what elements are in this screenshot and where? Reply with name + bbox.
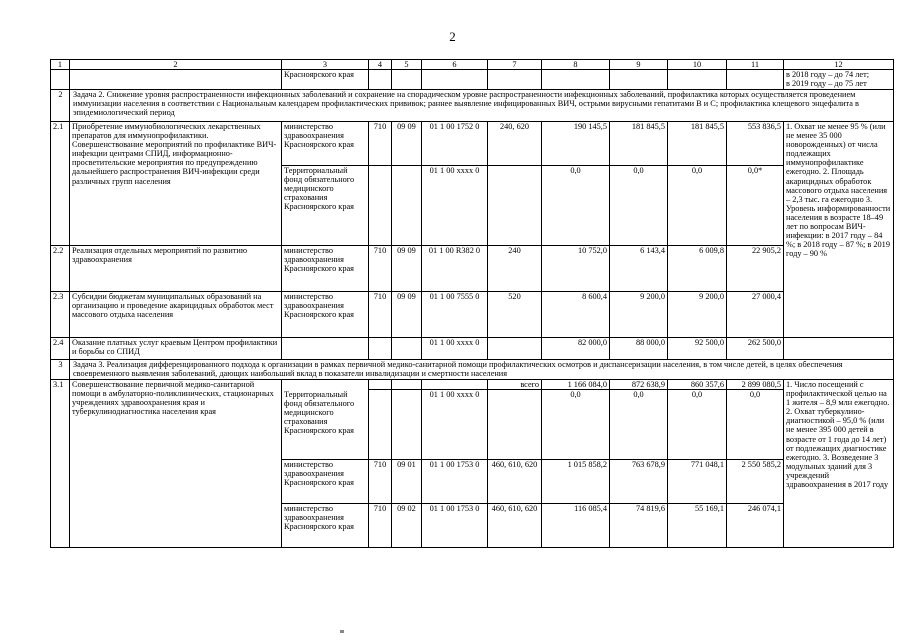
org-cell: министерство здравоохранения Красноярского края (282, 292, 369, 338)
csr-cell: 01 1 00 7555 0 (422, 292, 488, 338)
header-cell: 11 (727, 60, 784, 70)
vr-cell: 240 (488, 246, 542, 292)
vr-cell: 240, 620 (488, 122, 542, 166)
row-number: 2.3 (51, 292, 70, 338)
value-cell: 181 845,5 (610, 122, 668, 166)
value-cell: 92 500,0 (668, 338, 727, 360)
org-cell: министерство здравоохранения Красноярского края (282, 504, 369, 548)
value-cell: 27 000,4 (727, 292, 784, 338)
value-cell: 88 000,0 (610, 338, 668, 360)
program-table (50, 59, 894, 548)
value-cell: 0,0 (727, 390, 784, 460)
rzpr-cell: 09 09 (392, 122, 422, 166)
grbs-cell: 710 (369, 460, 392, 504)
vr-cell: 460, 610, 620 (488, 504, 542, 548)
value-cell: 0,0 (610, 166, 668, 246)
rzpr-cell: 09 02 (392, 504, 422, 548)
activity-name: Реализация отдельных мероприятий по развитию здравоохранения (70, 246, 282, 292)
activity-name: Приобретение иммунобиологических лекарственных препаратов для иммунопрофилактики. Совершенствование мероприятий по профилактике ВИЧ-инфекции центрами СПИД, информационно-просветительские мероприятия по предупреждению дальнейшего распространения ВИЧ-инфекции среди различных групп населения (70, 122, 282, 246)
value-cell: 9 200,0 (610, 292, 668, 338)
table-row (51, 338, 894, 360)
value-cell: 9 200,0 (668, 292, 727, 338)
value-cell: 6 143,4 (610, 246, 668, 292)
value-cell: 8 600,4 (542, 292, 610, 338)
org-cell: министерство здравоохранения Красноярского края (282, 122, 369, 166)
total-cell: 872 638,9 (610, 380, 668, 390)
csr-cell: 01 1 00 xxxx 0 (422, 390, 488, 460)
table-row (51, 246, 894, 292)
rzpr-cell: 09 09 (392, 292, 422, 338)
task-row (51, 360, 894, 380)
value-cell: 74 819,6 (610, 504, 668, 548)
value-cell: 190 145,5 (542, 122, 610, 166)
value-cell: 2 550 585,2 (727, 460, 784, 504)
result-line: в 2019 году – до 75 лет (786, 79, 867, 89)
total-label: всего (488, 380, 542, 390)
csr-cell: 01 1 00 xxxx 0 (422, 166, 488, 246)
header-cell: 8 (542, 60, 610, 70)
header-cell: 3 (282, 60, 369, 70)
rzpr-cell: 09 01 (392, 460, 422, 504)
value-cell: 1 015 858,2 (542, 460, 610, 504)
total-cell: 2 899 080,5 (727, 380, 784, 390)
value-cell: 262 500,0 (727, 338, 784, 360)
value-cell: 6 009,8 (668, 246, 727, 292)
value-cell: 771 048,1 (668, 460, 727, 504)
org-cell: министерство здравоохранения Красноярского края (282, 246, 369, 292)
table-row (51, 292, 894, 338)
activity-name: Оказание платных услуг краевым Центром профилактики и борьбы со СПИД (70, 338, 282, 360)
row-number: 2.4 (51, 338, 70, 360)
vr-cell: 520 (488, 292, 542, 338)
task-row (51, 90, 894, 122)
grbs-cell: 710 (369, 504, 392, 548)
header-cell: 10 (668, 60, 727, 70)
value-cell: 763 678,9 (610, 460, 668, 504)
header-cell: 1 (51, 60, 70, 70)
table-row (51, 70, 894, 90)
page-number: 2 (449, 29, 456, 44)
csr-cell: 01 1 00 1752 0 (422, 122, 488, 166)
value-cell: 181 845,5 (668, 122, 727, 166)
value-cell: 0,0* (727, 166, 784, 246)
value-cell: 0,0 (542, 390, 610, 460)
header-cell: 12 (784, 60, 894, 70)
header-cell: 6 (422, 60, 488, 70)
org-cell: министерство здравоохранения Красноярского края (282, 460, 369, 504)
vr-cell: 460, 610, 620 (488, 460, 542, 504)
task-text: Задача 3. Реализация дифференцированного подхода к организации в рамках первичной медико-санитарной помощи профилактических осмотров и диспансеризации населения, в том числе детей, в целях обеспечения своевременного выявления заболеваний, дающих наибольший вклад в показатели инвалидизации и смертности населения (70, 360, 894, 380)
csr-cell: 01 1 00 R382 0 (422, 246, 488, 292)
grbs-cell: 710 (369, 122, 392, 166)
header-cell: 5 (392, 60, 422, 70)
header-cell: 4 (369, 60, 392, 70)
activity-name: Субсидии бюджетам муниципальных образований на организацию и проведение акарицидных обработок мест массового отдыха населения (70, 292, 282, 338)
result-line: в 2018 году – до 74 лет; (786, 70, 870, 79)
row-number: 2.1 (51, 122, 70, 246)
value-cell: 0,0 (542, 166, 610, 246)
grbs-cell: 710 (369, 292, 392, 338)
value-cell: 116 085,4 (542, 504, 610, 548)
value-cell: 10 752,0 (542, 246, 610, 292)
total-cell: 1 166 084,0 (542, 380, 610, 390)
activity-name: Совершенствование первичной медико-санитарной помощи в амбулаторно-поликлинических, стационарных учреждениях здравоохранения края и туберкулинодиагностика населения края (70, 380, 282, 548)
row-number: 3.1 (51, 380, 70, 548)
org-cell: Красноярского края (282, 70, 369, 90)
header-cell: 7 (488, 60, 542, 70)
value-cell: 0,0 (668, 166, 727, 246)
org-cell: Территориальный фонд обязательного медицинского страхования Красноярского края (282, 166, 369, 246)
header-cell: 9 (610, 60, 668, 70)
value-cell: 55 169,1 (668, 504, 727, 548)
grbs-cell: 710 (369, 246, 392, 292)
org-cell: Территориальный фонд обязательного медицинского страхования Красноярского края (282, 390, 369, 460)
result-cell: 1. Число посещений с профилактической целью на 1 жителя – 8,9 млн ежегодно. 2. Охват туберкулино-диагностикой – 95,0 % (или не менее 395 000 детей в возрасте от 1 года до 14 лет) от подлежащих диагностике ежегодно. 3. Возведение 3 модульных зданий для 3 учреждений здравоохранения в 2017 году (784, 380, 894, 548)
csr-cell: 01 1 00 1753 0 (422, 504, 488, 548)
row-number: 2.2 (51, 246, 70, 292)
task-number: 3 (51, 360, 70, 380)
value-cell: 0,0 (668, 390, 727, 460)
task-number: 2 (51, 90, 70, 122)
value-cell: 246 074,1 (727, 504, 784, 548)
csr-cell: 01 1 00 1753 0 (422, 460, 488, 504)
result-cell: 1. Охват не менее 95 % (или не менее 35 000 новорожденных) от числа подлежащих иммунопрофилактике ежегодно. 2. Площадь акарицидных обработок массового отдыха населения – 2,3 тыс. га ежегодно 3. Уровень информированности населения в возрасте 18–49 лет по вопросам ВИЧ-инфекции: в 2017 году – 84 %; в 2018 году – 87 %; в 2019 году – 90 % (784, 122, 894, 338)
value-cell: 0,0 (610, 390, 668, 460)
header-row (51, 60, 894, 70)
task-text: Задача 2. Снижение уровня распространенности инфекционных заболеваний и сохранение на спорадическом уровне распространенности инфекционных заболеваний, профилактика которых осуществляется проведением иммунизации населения в соответствии с Национальным календарем профилактических прививок; раннее выявление инфицированных ВИЧ, острыми вирусными гепатитами В и С; профилактика клещевого энцефалита в эпидемиологический период (70, 90, 894, 122)
value-cell: 553 836,5 (727, 122, 784, 166)
value-cell: 82 000,0 (542, 338, 610, 360)
table-row (51, 380, 894, 390)
header-cell: 2 (70, 60, 282, 70)
scan-mark (340, 630, 344, 633)
value-cell: 22 905,2 (727, 246, 784, 292)
result-cell (784, 70, 894, 90)
total-cell: 860 357,6 (668, 380, 727, 390)
csr-cell: 01 1 00 xxxx 0 (422, 338, 488, 360)
table-row (51, 122, 894, 166)
rzpr-cell: 09 09 (392, 246, 422, 292)
